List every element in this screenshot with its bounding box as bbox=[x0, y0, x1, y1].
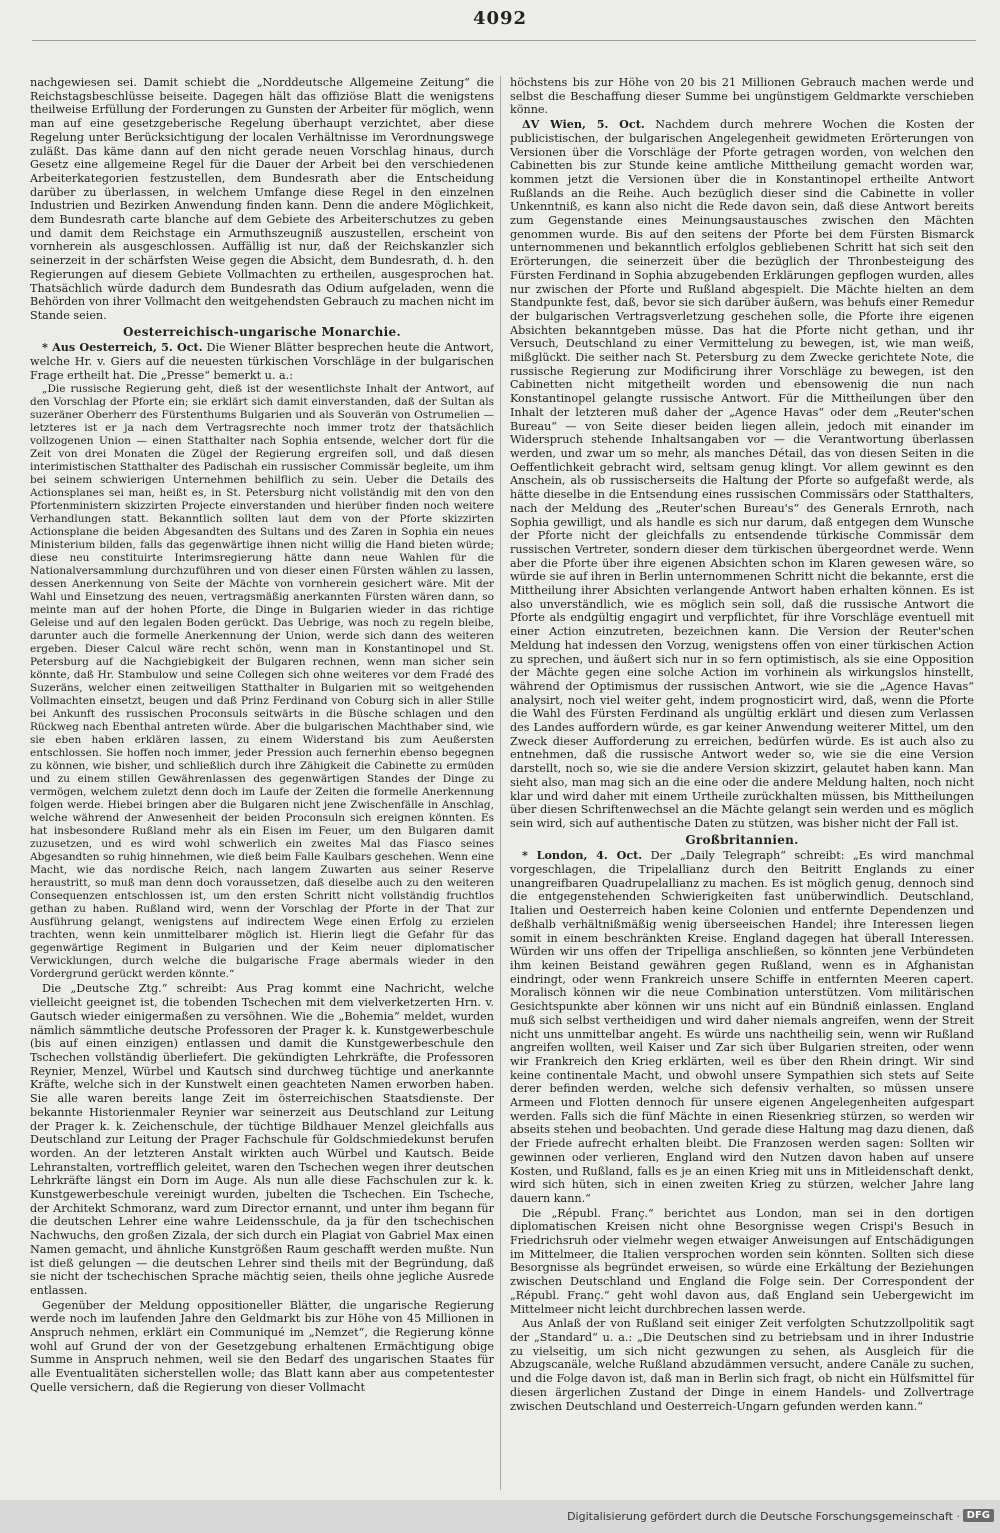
article-paragraph: höchstens bis zur Höhe von 20 bis 21 Millionen Gebrauch machen werde und selbst die Beschaffung dieser Summe bei ungünstigem Geldmarkte verschieben könne. bbox=[510, 76, 974, 117]
dfg-logo: DFG bbox=[963, 1509, 994, 1522]
article-paragraph: Die „Républ. Franç.“ berichtet aus London, man sei in den dortigen diplomatischen Kreisen nicht ohne Besorgnisse wegen Crispi's Besuch in Friedrichsruh oder vielmehr wegen etwaiger Anweisungen auf Entschädigungen im Mittelmeer, die Italien versprochen worden sein könnten. Sollten sich diese Besorgnisse als begründet erweisen, so würde eine Erkältung der Beziehungen zwischen Deutschland und England die Folge sein. Der Correspondent der „Républ. Franç.“ geht wohl davon aus, daß England sein Uebergewicht im Mittelmeer nicht leicht durchbrechen lassen werde. bbox=[510, 1206, 974, 1316]
article-paragraph: nachgewiesen sei. Damit schiebt die „Norddeutsche Allgemeine Zeitung“ die Reichstagsbeschlüsse beiseite. Dagegen hält das offiziöse Blatt die wenigstens theilweise Erfüllung der Forderungen zu Gunsten der Arbeiter für möglich, wenn man auf eine gesetzgeberische Regelung überhaupt verzichtet, aber diese Regelung unter Berücksichtigung der localen Verhältnisse im Verordnungswege zuläßt. Das käme dann auf den nicht gerade neuen Vorschlag hinaus, durch Gesetz eine allgemeine Regel für die Dauer der Arbeit bei den verschiedenen Arbeiterkategorien festzustellen, dem Bundesrath aber die Entscheidung darüber zu überlassen, in welchem Umfange diese Regel in den einzelnen Industrien und Bezirken Anwendung finden kann. Denn die andere Möglichkeit, dem Bundesrath carte blanche auf dem Gebiete des Arbeiterschutzes zu geben und damit dem Reichstage ein Armuthszeugniß auszustellen, erscheint von vornherein als ausgeschlossen. Auffällig ist nur, daß der Reichskanzler sich seinerzeit in der schärfsten Weise gegen die Absicht, dem Bundesrath, d. h. den Regierungen auf diesem Gebiete Vollmachten zu ertheilen, ausgesprochen hat. Thatsächlich würde dadurch dem Bundesrath das Odium aufgeladen, wenn die Behörden von ihrer Vollmacht den weitgehendsten Gebrauch zu machen nicht im Stande seien. bbox=[30, 76, 494, 322]
right-column bbox=[510, 76, 974, 1490]
footer-bar bbox=[0, 1500, 1000, 1533]
footer-credit bbox=[567, 1510, 960, 1523]
article-text: Die Wiener Blätter besprechen heute die Antwort, welche Hr. v. Giers auf die neuesten türkischen Vorschläge in der bulgarischen Frage ertheilt hat. Die „Presse“ bemerkt u. a.: bbox=[30, 341, 494, 382]
left-column bbox=[30, 76, 494, 1490]
article-text: Nachdem durch mehrere Wochen die Kosten der publicistischen, der bulgarischen Angelegenheit gewidmeten Erörterungen von Versionen über die Vorschläge der Pforte getragen worden, von welchen den Cabinetten bis zur Stunde keine amtliche Mittheilung gemacht worden war, kommen jetzt die Versionen über die in Konstantinopel ertheilte Antwort Rußlands an die Reihe. Auch bezüglich dieser sind die Cabinette in voller Unkenntniß, es kann also nicht die Rede davon sein, daß diese Antwort bereits zum Gegenstande eines Meinungsaustausches zwischen den Mächten genommen wurde. Bis auf den seitens der Pforte bei dem Fürsten Bismarck unternommenen und bekanntlich erfolglos gebliebenen Schritt hat sich seit den Erörterungen, die seinerzeit über die bezüglich der Thronbesteigung des Fürsten Ferdinand in Sophia abzugebenden Erklärungen gepflogen wurden, alles nur zwischen der Pforte und Rußland abgespielt. Die Mächte hielten an dem Standpunkte fest, daß, bevor sie sich darüber äußern, was behufs einer Remedur der bulgarischen Vertragsverletzung geschehen solle, die Pforte ihre eigenen Absichten bekanntgeben müsse. Das hat die Pforte nicht gethan, und ihr Versuch, Deutschland zu einer Vermittelung zu bewegen, ist, wie man weiß, mißglückt. Die seither nach St. Petersburg zu dem Zwecke gerichtete Note, die russische Regierung zur Modificirung ihrer Vorschläge zu bewegen, ist den Cabinetten nicht mitgetheilt worden und ebensowenig die nun nach Konstantinopel gelangte russische Antwort. Für die Mittheilungen über den Inhalt der letzteren muß daher der „Agence Havas“ oder dem „Reuter'schen Bureau“ — von Seite dieser beiden liegen allein, jedoch mit einander im Widerspruch stehende Inhaltsangaben vor — die Verantwortung überlassen werden, und zwar um so mehr, als manches Détail, das von diesen Seiten in die Oeffentlichkeit gebracht wird, seltsam genug klingt. Vor allem gewinnt es den Anschein, als ob russischerseits die Haltung der Pforte so aufgefaßt werde, als hätte dieselbe in die Entsendung eines russischen Commissärs oder Statthalters, nach der Meldung des „Reuter'schen Bureau's“ des Generals Ernroth, nach Sophia gewilligt, und als handle es sich nur darum, daß entgegen dem Wunsche der Pforte nicht der gleichfalls zu entsendende türkische Commissär dem russischen Vertreter, sondern dieser dem türkischen übergeordnet werde. Wenn aber die Pforte über ihre eigenen Absichten schon im Klaren gewesen wäre, so würde sie auf ihren in Berlin unternommenen Schritt nicht die bekannte, erst die Mittheilung ihrer Absichten verlangende Antwort haben erhalten können. Es ist also unverständlich, wie es möglich sein soll, daß die russische Antwort die Pforte als endgültig engagirt und verpflichtet, für ihre Vorschläge eventuell mit einer Action einzutreten, bezeichnen kann. Die Version der Reuter'schen Meldung hat indessen den Vorzug, wenigstens offen von einer türkischen Action zu sprechen, und äußert sich nur in so fern optimistisch, als sie eine Opposition der Mächte gegen eine solche Action im vorhinein als wirkungslos hinstellt, während der Optimismus der russischen Antwort, wie sie die „Agence Havas“ analysirt, noch viel weiter geht, indem prognosticirt wird, daß, wenn die Pforte die Wahl des Fürsten Ferdinand als ungültig erklärt und diesen zum Verlassen des Landes auffordern würde, es gar keiner Anwendung weiterer Mittel, um den Zweck dieser Aufforderung zu erreichen, bedürfen würde. Es ist auch also zu entnehmen, daß die russische Antwort weder so, wie sie die eine Version darstellt, noch so, wie sie die andere Version skizzirt, gelautet haben kann. Man sieht also, man mag sich an die eine oder die andere Meldung halten, noch nicht klar und wird daher mit einem Urtheile zurückhalten müssen, bis Mittheilungen über diesen Schriftenwechsel an die Mächte gelangt sein werden und es möglich sein wird, sich auf authentische Daten zu stützen, was bisher nicht der Fall ist. bbox=[510, 118, 974, 830]
column-divider bbox=[500, 76, 501, 1490]
article-paragraph bbox=[510, 118, 974, 831]
article-paragraph bbox=[30, 341, 494, 382]
article-text: Der „Daily Telegraph“ schreibt: „Es wird manchmal vorgeschlagen, die Tripelallianz durch den Beitritt Englands zu einer unangreifbaren Quadrupelallianz zu machen. Es ist möglich genug, dennoch sind die entgegenstehenden Schwierigkeiten fast unüberwindlich. Deutschland, Italien und Oesterreich haben keine Colonien und entfernte Dependenzen und deßhalb verhältnißmäßig wenig überseeischen Handel; ihre Interessen liegen somit in einem beschränkten Kreise. England dagegen hat überall Interessen. Würden wir uns offen der Tripelliga anschließen, so könnten jene Verbündeten ihm keinen Beistand gewähren gegen Rußland, wenn es in Afghanistan eindringt, oder wenn Frankreich unsere Schiffe in entfernten Meeren capert. Moralisch können wir die neue Combination unterstützen. Vom militärischen Gesichtspunkte aber können wir uns nicht auf ein Bündniß einlassen. England muß sich selbst vertheidigen und wird daher niemals angreifen, wenn der Streit nicht uns unmittelbar angeht. Es würde uns nachtheilig sein, wenn wir Rußland angreifen wollten, weil Kaiser und Zar sich über Bulgarien streiten, oder wenn wir Frankreich den Krieg erklärten, weil es über den Rhein dringt. Wir sind keine continentale Macht, und obwohl unsere Sympathien sich stets auf Seite derer befinden werden, welche sich defensiv verhalten, so müssen unsere Armeen und Flotten dennoch für unsere eigenen Angelegenheiten aufgespart werden. Falls sich die fünf Mächte in einen Riesenkrieg stürzen, so werden wir abseits stehen und beobachten. Und gerade diese Haltung mag dazu dienen, daß der Friede aufrecht erhalten bleibt. Die Franzosen werden sagen: Sollten wir gewinnen oder verlieren, England wird den Nutzen davon haben auf unsere Kosten, und Rußland, falls es je an einen Krieg mit uns in Mitleidenschaft denkt, wird sich hüten, sich in einen zweiten Krieg zu stürzen, welcher Jahre lang dauern kann.“ bbox=[510, 849, 974, 1205]
article-paragraph bbox=[510, 849, 974, 1205]
page-number: 4092 bbox=[472, 8, 528, 29]
section-heading-britain: Großbritannien. bbox=[685, 832, 799, 847]
article-paragraph: Die „Deutsche Ztg.“ schreibt: Aus Prag kommt eine Nachricht, welche vielleicht geeignet ist, die tobenden Tschechen mit dem vielverketzerten Hrn. v. Gautsch wieder einigermaßen zu versöhnen. Wie die „Bohemia“ meldet, wurden nämlich sämmtliche deutsche Professoren der Prager k. k. Kunstgewerbeschule (bis auf einen einzigen) entlassen und damit die Kunstgewerbeschule den Tschechen vollständig überliefert. Die gekündigten Lehrkräfte, die Professoren Reynier, Menzel, Würbel und Kautsch sind durchweg tüchtige und anerkannte Kräfte, welche sich in der Kunstwelt einen geachteten Namen erworben haben. Sie alle waren bereits lange Zeit im österreichischen Staatsdienste. Der bekannte Historienmaler Reynier war seinerzeit aus Deutschland zur Leitung der Prager k. k. Zeichenschule, der tüchtige Bildhauer Menzel gleichfalls aus Deutschland zur Leitung der Prager Fachschule für Goldschmiedekunst berufen worden. An der letzteren Anstalt wirkten auch Würbel und Kautsch. Beide Lehranstalten, vortrefflich geleitet, waren den Tschechen wegen ihrer deutschen Lehrkräfte längst ein Dorn im Auge. Als nun alle diese Fachschulen zur k. k. Kunstgewerbeschule vereinigt wurden, jubelten die Tschechen. Ein Tscheche, der Architekt Schmoranz, ward zum Director ernannt, und unter ihm begann für die deutschen Lehrer eine wahre Leidensschule, da ja für den tschechischen Nachwuchs, den großen Zizala, der sich durch ein Plagiat von Gabriel Max einen Namen gemacht, und ähnliche Kunstgrößen Raum geschafft werden mußte. Nun ist dieß gelungen — die deutschen Lehrer sind theils mit der Begründung, daß sie nicht der tschechischen Sprache mächtig seien, theils ohne jegliche Ausrede entlassen. bbox=[30, 982, 494, 1297]
article-paragraph: Gegenüber der Meldung oppositioneller Blätter, die ungarische Regierung werde noch im laufenden Jahre den Geldmarkt bis zur Höhe von 45 Millionen in Anspruch nehmen, erklärt ein Communiqué im „Nemzet“, die Regierung könne wohl auf Grund der von der Gesetzgebung erhaltenen Ermächtigung obige Summe in Anspruch nehmen, weil sie den Bedarf des ungarischen Staates für alle Eventualitäten sicherstellen wolle; das Blatt kann aber aus competentester Quelle versichern, daß die Regierung von dieser Vollmacht bbox=[30, 1298, 494, 1394]
section-heading-austria: Oesterreichisch-ungarische Monarchie. bbox=[123, 324, 401, 339]
article-paragraph: Aus Anlaß der von Rußland seit einiger Zeit verfolgten Schutzzollpolitik sagt der „Standard“ u. a.: „Die Deutschen sind zu betriebsam und in ihrer Industrie zu vielseitig, um sich nicht gezwungen zu sehen, als Ausgleich für die Abzugscanäle, welche Rußland abzudämmen versucht, andere Canäle zu suchen, und die Folge davon ist, daß man in Berlin sich fragt, ob nicht ein Hülfsmittel für diesen ärgerlichen Zustand der Dinge in einem Handels- und Zollvertrage zwischen Deutschland und Oesterreich-Ungarn gefunden werden kann.“ bbox=[510, 1317, 974, 1413]
footer-credit-text: Digitalisierung gefördert durch die Deutsche Forschungsgemeinschaft bbox=[567, 1510, 953, 1523]
dateline: * London, 4. Oct. bbox=[522, 848, 643, 863]
header-rule bbox=[32, 40, 976, 41]
quote-paragraph: „Die russische Regierung geht, dieß ist der wesentlichste Inhalt der Antwort, auf den Vorschlag der Pforte ein; sie erklärt sich damit einverstanden, daß der Sultan als suzeräner Oberherr des Fürstenthums Bulgarien und als Souverän von Ostrumelien — letzteres ist er ja nach dem Vertragsrechte noch immer trotz der thatsächlich vollzogenen Union — einen Statthalter nach Sophia entsende, welcher dort für die Zeit von drei Monaten die Zügel der Regierung ergreifen soll, und daß diesen interimistischen Statthalter des Padischah ein russischer Commissär begleite, um ihm bei seinem schwierigen Unternehmen behilflich zu sein. Ueber die Details des Actionsplanes sei man, heißt es, in St. Petersburg nicht vollständig mit den von den Pfortenministern skizzirten Projecte einverstanden und hierüber finden noch weitere Verhandlungen statt. Bekanntlich sollten laut dem von der Pforte skizzirten Actionsplane die beiden Abgesandten des Sultans und des Zaren in Sophia ein neues Ministerium bilden, falls das gegenwärtige ihnen nicht willig die Hand bieten würde; diese neu constituirte Interimsregierung hätte dann neue Wahlen für die Nationalversammlung durchzuführen und von dieser einen Fürsten wählen zu lassen, dessen Anerkennung von Seite der Mächte von vornherein gesichert wäre. Mit der Wahl und Einsetzung des neuen, vertragsmäßig anerkannten Fürsten wären dann, so meinte man auf der hohen Pforte, die Dinge in Bulgarien wieder in das richtige Geleise und auf den legalen Boden gerückt. Das Uebrige, was noch zu regeln bleibe, darunter auch die formelle Anerkennung der Union, werde sich dann des weiteren ergeben. Dieser Calcul wäre recht schön, wenn man in Konstantinopel und St. Petersburg auf die Nachgiebigkeit der Bulgaren rechnen, wenn man sicher sein könnte, daß Hr. Stambulow und seine Collegen sich ohne weiteres vor dem Fradé des Suzeräns, welcher einen zeitweiligen Statthalter in Bulgarien mit so weitgehenden Vollmachten einsetzt, beugen und daß Prinz Ferdinand von Coburg sich in aller Stille bei Ankunft des russischen Proconsuls seitwärts in die Büsche schlagen und den Rückweg nach Ebenthal antreten würde. Aber die bulgarischen Machthaber sind, wie sie eben haben erklären lassen, zu einem Widerstand bis zum Aeußersten entschlossen. Sie hoffen noch immer, jeder Pression auch fernerhin ebenso begegnen zu können, wie bisher, und schließlich durch ihre Zähigkeit die Cabinette zu ermüden und zu einem stillen Gewährenlassen des gegenwärtigen Standes der Dinge zu vermögen, welchem zuletzt denn doch im Laufe der Zeiten die formelle Anerkennung folgen werde. Hiebei bringen aber die Bulgaren nicht jene Zwischenfälle in Anschlag, welche während der Anwesenheit der beiden Proconsuln sich ereignen könnten. Es hat insbesondere Rußland mehr als ein Eisen im Feuer, um den Bulgaren damit zuzusetzen, und es wird wohl schwerlich ein zweites Mal das Fiasco seines Abgesandten so ruhig hinnehmen, wie dieß beim Falle Kaulbars geschehen. Wenn eine Macht, wie das nordische Reich, nach langem Zuwarten aus seiner Reserve heraustritt, so muß man denn doch voraussetzen, daß dieselbe auch zu den weiteren Consequenzen entschlossen ist, um den ersten Schritt nicht vollständig fruchtlos gethan zu haben. Rußland wird, wenn der Vorschlag der Pforte in der That zur Ausführung gelangt, wenigstens auf indirectem Wege einen Erfolg zu erzielen trachten, wenn kein unmittelbarer möglich ist. Hierin liegt die Gefahr für das gegenwärtige Regiment in Bulgarien und der Keim neuer diplomatischer Verwicklungen, durch welche die bulgarische Frage abermals wieder in den Vordergrund gerückt werden könnte.“ bbox=[30, 383, 494, 981]
dateline: * Aus Oesterreich, 5. Oct. bbox=[42, 340, 203, 355]
dateline: ΔV Wien, 5. Oct. bbox=[522, 117, 645, 132]
footer-dot: · bbox=[956, 1510, 960, 1523]
